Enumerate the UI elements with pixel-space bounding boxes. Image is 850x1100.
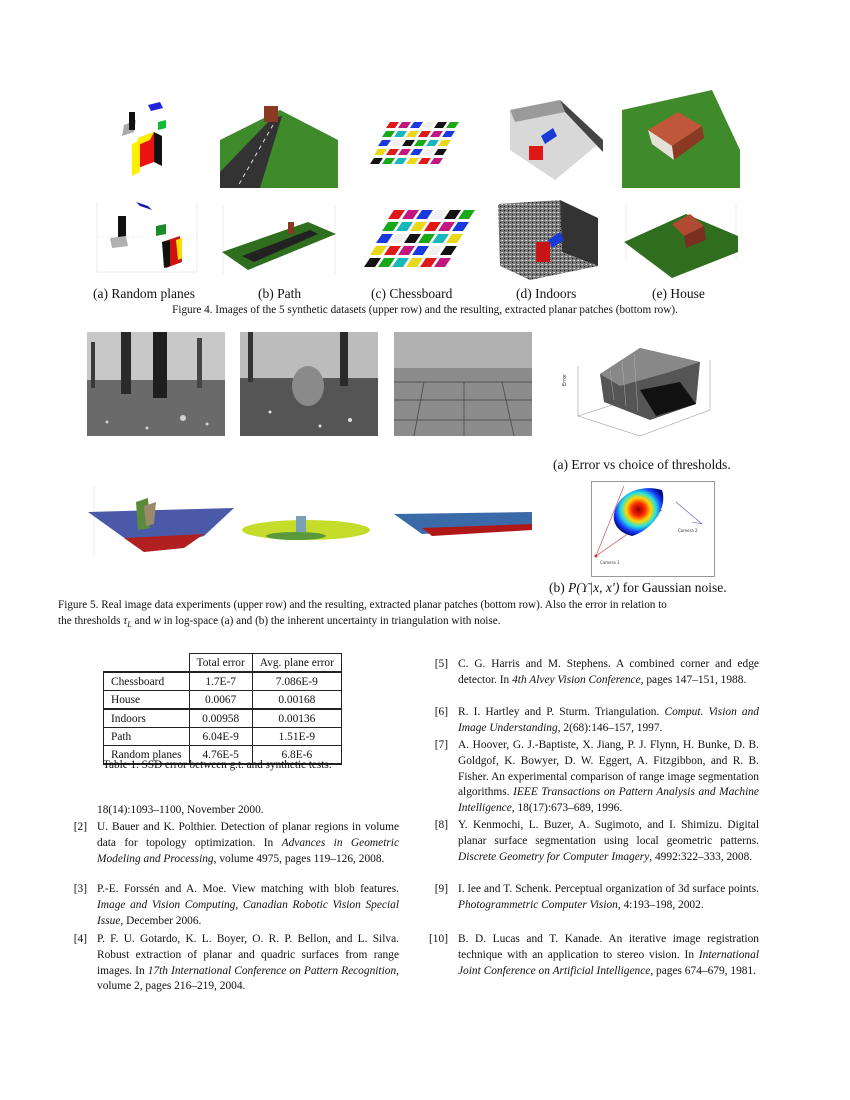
fig5-subcaption-b-math: P(ϒ|x, x′) (568, 580, 620, 595)
ref-number: [3] (73, 883, 87, 895)
ref-details: , pages 674–679, 1981. (650, 964, 756, 977)
table-cell-avg: 7.086E-9 (252, 672, 341, 691)
table-header-row (104, 654, 342, 673)
fig4-subcaption-a: (a) Random planes (93, 286, 195, 301)
chessboard-square (386, 122, 399, 128)
chessboard-square (420, 258, 437, 267)
chessboard-square (410, 222, 427, 231)
ref-venue: Advances in Geometric Modeling and Processing (97, 836, 400, 865)
table-cell-dataset: House (104, 691, 190, 710)
chessboard-square (382, 222, 399, 231)
ref-details: , 18(17):673–689, 1996. (511, 802, 623, 815)
table-row (104, 672, 342, 691)
fig4-indoors-patches (490, 192, 608, 282)
reference-7 (424, 738, 759, 817)
chessboard-square (446, 122, 459, 128)
fig5-pointcloud-trees (84, 486, 234, 566)
chessboard-square (430, 131, 443, 137)
fig5-pointcloud-pavement (392, 496, 534, 546)
chessboard-square (402, 140, 415, 146)
figure5-caption-line1: Figure 5. Real image data experiments (upper row) and the resulting, extracted planar patches (bottom row). Also the error in relation to (58, 599, 667, 611)
ref-details: , pages 147–151, 1988. (640, 673, 747, 686)
ref-details: , 4992:322–333, 2008. (649, 850, 753, 863)
chessboard-square (406, 158, 419, 164)
table-cell-dataset: Random planes (104, 746, 190, 765)
chessboard-square (426, 246, 443, 255)
chessboard-square (418, 158, 431, 164)
chessboard-square (432, 234, 449, 243)
fig5-photo-pavement (394, 332, 532, 436)
fig4-random-planes-render (110, 100, 190, 180)
ref-text: R. I. Hartley and P. Sturm. Triangulation. (458, 706, 665, 718)
chessboard-square (382, 131, 395, 137)
chessboard-square (390, 140, 403, 146)
chessboard-square (410, 149, 423, 155)
chessboard-square (388, 210, 405, 219)
ref-venue: IEEE Transactions on Pattern Analysis and Machine Intelligence (458, 786, 759, 815)
table-cell-total: 0.00958 (189, 709, 252, 728)
chessboard-squares-top (360, 118, 470, 168)
fig4-random-planes-patches (92, 192, 202, 282)
ref-details: , 4:193–198, 2002. (617, 898, 704, 911)
chessboard-square (442, 131, 455, 137)
svg-text:Error: Error (562, 373, 568, 386)
fig4-subcaption-c: (c) Chessboard (371, 286, 453, 301)
fig5-uncertainty-plot (591, 481, 715, 577)
chessboard-square (440, 246, 457, 255)
chessboard-square (364, 258, 381, 267)
ref-number: [2] (73, 821, 87, 833)
table-cell-avg: 0.00168 (252, 691, 341, 710)
table-row (104, 691, 342, 710)
chessboard-square (410, 122, 423, 128)
caption-tau-sub: L (127, 620, 132, 630)
reference-6 (424, 705, 759, 737)
ref-details: , volume 2, pages 216–219, 2004. (97, 964, 400, 993)
chessboard-square (434, 258, 451, 267)
ref-number: [5] (434, 658, 448, 670)
chessboard-square (394, 158, 407, 164)
chessboard-square (378, 258, 395, 267)
ref-venue: 17th International Conference on Pattern Recognition (147, 964, 397, 977)
ref-details: , 2(68):146–157, 1997. (557, 721, 663, 734)
ref-venue: International Joint Conference on Artificial Intelligence (458, 948, 759, 977)
figure4-caption: Figure 4. Images of the 5 synthetic datasets (upper row) and the resulting, extracted planar patches (bottom row). (172, 304, 678, 316)
fig5-error-surface-plot (560, 332, 720, 442)
chessboard-square (446, 234, 463, 243)
fig5-subcaption-b (549, 580, 727, 596)
chessboard-square (402, 210, 419, 219)
reference-8 (424, 818, 759, 865)
reference-10 (424, 932, 759, 979)
reference-5 (424, 657, 759, 689)
reference-9 (424, 882, 759, 914)
ref-venue: Comput. Vision and Image Understanding (458, 706, 760, 734)
chessboard-square (418, 234, 435, 243)
fig5-subcaption-b-prefix: (b) (549, 580, 569, 595)
table-cell-total: 0.0067 (189, 691, 252, 710)
ref-text: Y. Kenmochi, L. Buzer, A. Sugimoto, and I. Shimizu. Digital planar surface segmentation using local geometric patterns. (458, 819, 759, 847)
fig5-pointcloud-rock (236, 496, 378, 556)
table1-caption: Table 1. SSD error between g.t. and synthetic tests. (103, 759, 332, 771)
chessboard-square (404, 234, 421, 243)
ref-number: [8] (434, 819, 448, 831)
chessboard-square (390, 234, 407, 243)
fig4-house-patches (622, 200, 740, 282)
table-cell-total: 1.7E-7 (189, 672, 252, 691)
chessboard-square (378, 140, 391, 146)
chessboard-square (412, 246, 429, 255)
fig4-path-patches (218, 200, 340, 282)
fig5-photo-trees (87, 332, 225, 436)
ref-text: P.-E. Forssén and A. Moe. View matching with blob features. (97, 883, 399, 895)
ref-venue: Photogrammetric Computer Vision (458, 898, 618, 911)
ref-number: [4] (73, 933, 87, 945)
ref-1-continuation-text: 18(14):1093–1100, November 2000. (97, 804, 264, 816)
ref-venue: 4th Alvey Vision Conference (512, 673, 641, 686)
fig4-subcaption-d: (d) Indoors (516, 286, 577, 301)
caption-w: w (153, 615, 161, 627)
chessboard-square (392, 258, 409, 267)
table-cell-total: 6.04E-9 (189, 728, 252, 746)
chessboard-square (370, 158, 383, 164)
ref-number: [7] (434, 739, 448, 751)
chessboard-square (414, 140, 427, 146)
chessboard-square (398, 246, 415, 255)
ref-text: C. G. Harris and M. Stephens. A combined corner and edge detector. In (458, 658, 759, 686)
chessboard-square (406, 258, 423, 267)
fig4-chessboard-render (360, 118, 470, 168)
ref-text: I. lee and T. Schenk. Perceptual organization of 3d surface points. (458, 883, 759, 895)
ref-text: P. F. U. Gotardo, K. L. Boyer, O. R. P. Bellon, and L. Silva. Robust extraction of planar and quadric surfaces from range images. In (97, 933, 399, 977)
chessboard-square (374, 149, 387, 155)
chessboard-square (398, 149, 411, 155)
figure5-caption-line2-mid: and (131, 615, 154, 627)
reference-3 (63, 882, 399, 929)
chessboard-square (382, 158, 395, 164)
table-cell-avg: 6.8E-6 (252, 746, 341, 765)
ssd-error-table (103, 653, 342, 765)
chessboard-square (422, 149, 435, 155)
table-cell-dataset: Chessboard (104, 672, 190, 691)
chessboard-square (444, 210, 461, 219)
table-cell-total: 4.76E-5 (189, 746, 252, 765)
fig5-subcaption-a: (a) Error vs choice of thresholds. (553, 457, 731, 472)
chessboard-square (394, 131, 407, 137)
camera1-label: Camera 1 (600, 560, 620, 565)
table-row (104, 709, 342, 728)
chessboard-square (418, 131, 431, 137)
fig4-chessboard-patches (358, 200, 478, 282)
fig4-path-render (220, 100, 338, 188)
camera2-label: Camera 2 (678, 528, 698, 533)
ref-number: [6] (434, 706, 448, 718)
chessboard-square (396, 222, 413, 231)
chessboard-squares-bottom (358, 200, 478, 282)
figure5-caption-line2 (58, 613, 798, 633)
ref-number: [10] (429, 933, 448, 945)
ref-venue: Image and Vision Computing, Canadian Robotic Vision Special Issue (97, 898, 399, 927)
chessboard-square (438, 140, 451, 146)
chessboard-square (406, 131, 419, 137)
chessboard-square (422, 122, 435, 128)
ref-venue: Discrete Geometry for Computer Imagery (458, 850, 650, 863)
chessboard-square (376, 234, 393, 243)
chessboard-square (434, 149, 447, 155)
fig4-house-render (622, 90, 740, 188)
table-row (104, 728, 342, 746)
chessboard-square (438, 222, 455, 231)
chessboard-square (398, 122, 411, 128)
ref-number: [9] (434, 883, 448, 895)
table-cell-avg: 0.00136 (252, 709, 341, 728)
table-header-total-error: Total error (189, 654, 252, 673)
figure5-caption-line2-post: in log-space (a) and (b) the inherent uncertainty in triangulation with noise. (160, 615, 501, 627)
fig4-subcaption-b: (b) Path (258, 286, 302, 301)
chessboard-square (430, 210, 447, 219)
table-cell-dataset: Path (104, 728, 190, 746)
table-cell-dataset: Indoors (104, 709, 190, 728)
chessboard-square (430, 158, 443, 164)
chessboard-square (370, 246, 387, 255)
ref-text: B. D. Lucas and T. Kanade. An iterative image registration technique with an application to stereo vision. In (458, 933, 759, 961)
caption-tau: τ (123, 615, 128, 627)
ref-text: U. Bauer and K. Polthier. Detection of planar regions in volume data for topology optimization. In (97, 821, 399, 849)
chessboard-square (416, 210, 433, 219)
ref-1-continuation (63, 803, 399, 819)
ref-details: , volume 4975, pages 119–126, 2008. (213, 852, 385, 865)
reference-4 (63, 932, 399, 995)
fig5-subcaption-b-suffix: for Gaussian noise. (619, 580, 727, 595)
chessboard-square (424, 222, 441, 231)
ref-text: A. Hoover, G. J.-Baptiste, X. Jiang, P. J. Flynn, H. Bunke, D. B. Goldgof, K. Bowyer, D. W. Eggert, A. Fitzgibbon, and R. B. Fisher. An experimental comparison of range image segmentation algorithms. (458, 739, 759, 799)
fig4-subcaption-e: (e) House (652, 286, 705, 301)
chessboard-square (452, 222, 469, 231)
table-header-blank (104, 654, 190, 673)
chessboard-square (434, 122, 447, 128)
table-header-avg-plane-error: Avg. plane error (252, 654, 341, 673)
fig5-photo-rock (240, 332, 378, 436)
table-cell-avg: 1.51E-9 (252, 728, 341, 746)
ref-details: , December 2006. (120, 914, 202, 927)
figure5-caption-line2-pre: the thresholds (58, 615, 124, 627)
chessboard-square (426, 140, 439, 146)
reference-2 (63, 820, 399, 867)
chessboard-square (384, 246, 401, 255)
chessboard-square (458, 210, 475, 219)
chessboard-square (386, 149, 399, 155)
fig4-indoors-render (505, 100, 603, 180)
